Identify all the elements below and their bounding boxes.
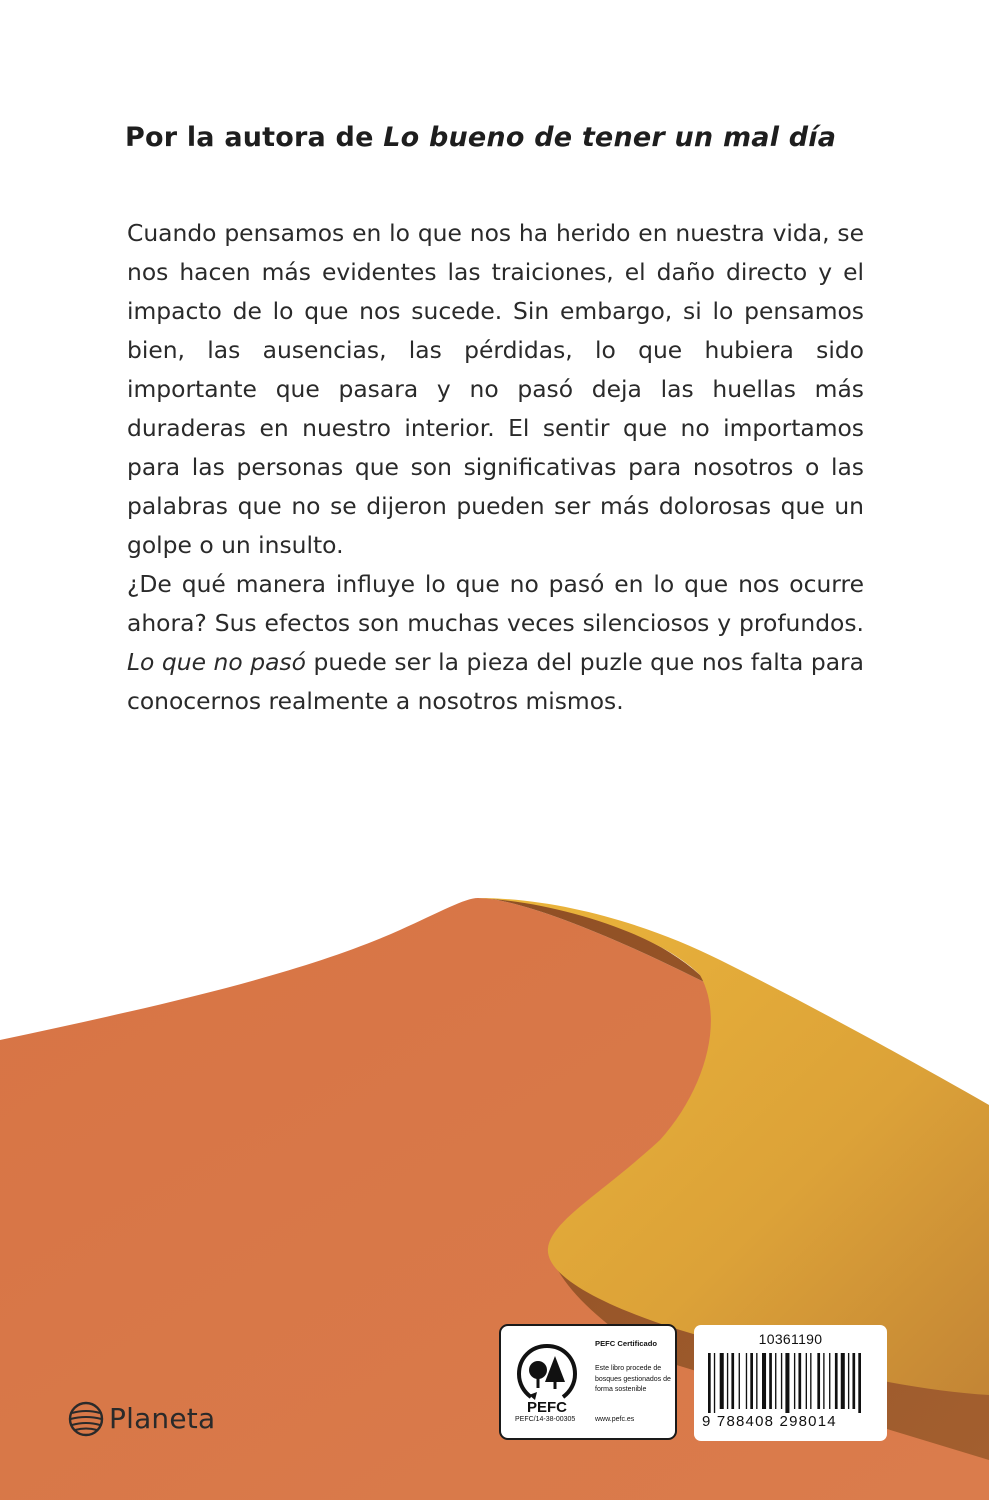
barcode-bar (731, 1353, 734, 1409)
barcode-bars (706, 1353, 876, 1413)
barcode-bar (781, 1353, 782, 1409)
pefc-website: www.pefc.es (595, 1416, 635, 1423)
planeta-globe-icon (67, 1400, 105, 1438)
synopsis-paragraph-2-start: ¿De qué manera influye lo que no pasó en lo que nos ocurre ahora? Sus efectos son muchas veces silenciosos y profundos. (127, 570, 864, 637)
barcode-bar (835, 1353, 838, 1409)
pefc-tree-logo-icon (511, 1340, 583, 1416)
barcode-bar (785, 1353, 789, 1413)
barcode-bar (739, 1353, 740, 1409)
barcode-bar (798, 1353, 801, 1409)
barcode-bar (817, 1353, 820, 1409)
pefc-description: Este libro procede de bosques gestionados de forma sostenible (595, 1365, 671, 1393)
barcode-bar (852, 1353, 855, 1409)
barcode-bar (794, 1353, 795, 1409)
barcode-bar (829, 1353, 830, 1409)
barcode-bar (714, 1353, 715, 1413)
barcode-bar (746, 1353, 747, 1409)
previous-book-title: Lo bueno de tener un mal día (383, 122, 837, 153)
synopsis-paragraph-1: Cuando pensamos en lo que nos ha herido en nuestra vida, se nos hacen más evidentes las traiciones, el daño directo y el impacto de lo que nos sucede. Sin embargo, si lo pensamos bien, las ausencias, las pérdidas, lo que hubiera sido importante que pasara y no pasó deja las huellas más duraderas en nuestro interior. El sentir que no importamos para las personas que son significativas para nosotros o las palabras que no se dijeron pueden ser más dolorosas que un golpe o un insulto. (127, 219, 864, 559)
publisher-name: Planeta (109, 1402, 216, 1435)
barcode-bar (720, 1353, 724, 1409)
isbn-number: 9 788408 298014 (702, 1413, 837, 1430)
barcode-bar (756, 1353, 757, 1409)
barcode-bar (848, 1353, 849, 1409)
pefc-code: PEFC/14-38-00305 (515, 1416, 576, 1423)
pefc-certification-label (499, 1324, 677, 1440)
author-headline (125, 122, 885, 153)
barcode-bar (769, 1353, 772, 1409)
barcode-bar (823, 1353, 824, 1409)
synopsis (127, 214, 864, 721)
barcode-bar (858, 1353, 861, 1413)
barcode-bar (750, 1353, 753, 1409)
barcode-bar (762, 1353, 766, 1409)
isbn-barcode-label (694, 1325, 887, 1441)
synopsis-paragraph-2 (127, 565, 864, 721)
barcode-bar (727, 1353, 728, 1409)
barcode-bar (810, 1353, 811, 1409)
pefc-certified-text: PEFC Certificado (595, 1339, 658, 1348)
barcode-bar (806, 1353, 807, 1409)
book-title-mention: Lo que no pasó (127, 648, 306, 676)
barcode-bar (708, 1353, 711, 1413)
pefc-logo-text: PEFC (526, 1399, 568, 1416)
reference-number: 10361190 (758, 1331, 823, 1347)
synopsis-paragraph-2-end: puede ser la pieza del puzle que nos falta para conocernos realmente a nosotros mismos. (127, 648, 864, 715)
headline-prefix: Por la autora de (125, 122, 384, 153)
barcode-bar (841, 1353, 845, 1409)
barcode-bar (775, 1353, 776, 1409)
